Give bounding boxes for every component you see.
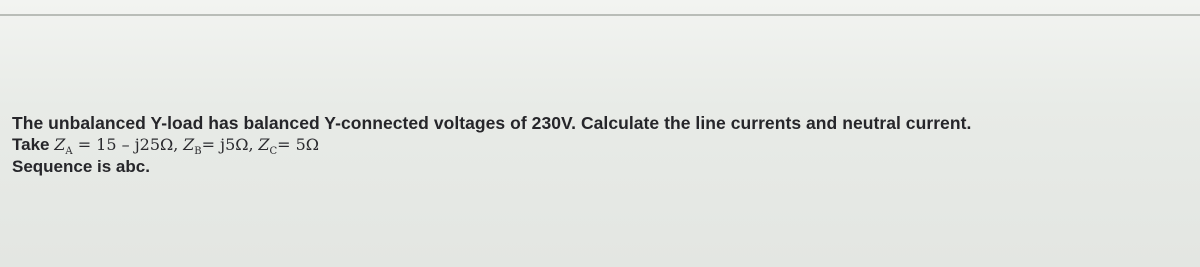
take-label: Take [12,135,50,154]
problem-statement [12,112,1192,178]
problem-line-1: The unbalanced Y-load has balanced Y-connected voltages of 230V. Calculate the line currents and neutral current. [12,113,972,133]
za-symbol: Z [54,135,66,154]
zc-value: = 5Ω [277,135,320,154]
zb-value: = j5Ω, [201,135,254,154]
za-subscript: A [65,146,73,158]
zc-subscript: C [269,146,278,158]
impedance-a [54,135,179,158]
zb-subscript: B [194,146,202,158]
problem-line-3: Sequence is abc. [12,157,150,176]
zc-symbol: Z [258,135,270,154]
impedance-c [258,135,320,158]
impedance-b [183,135,254,158]
za-value: = 15 – j25Ω, [77,135,179,154]
top-divider [0,14,1200,16]
problem-line-2 [12,134,1192,156]
zb-symbol: Z [183,135,195,154]
